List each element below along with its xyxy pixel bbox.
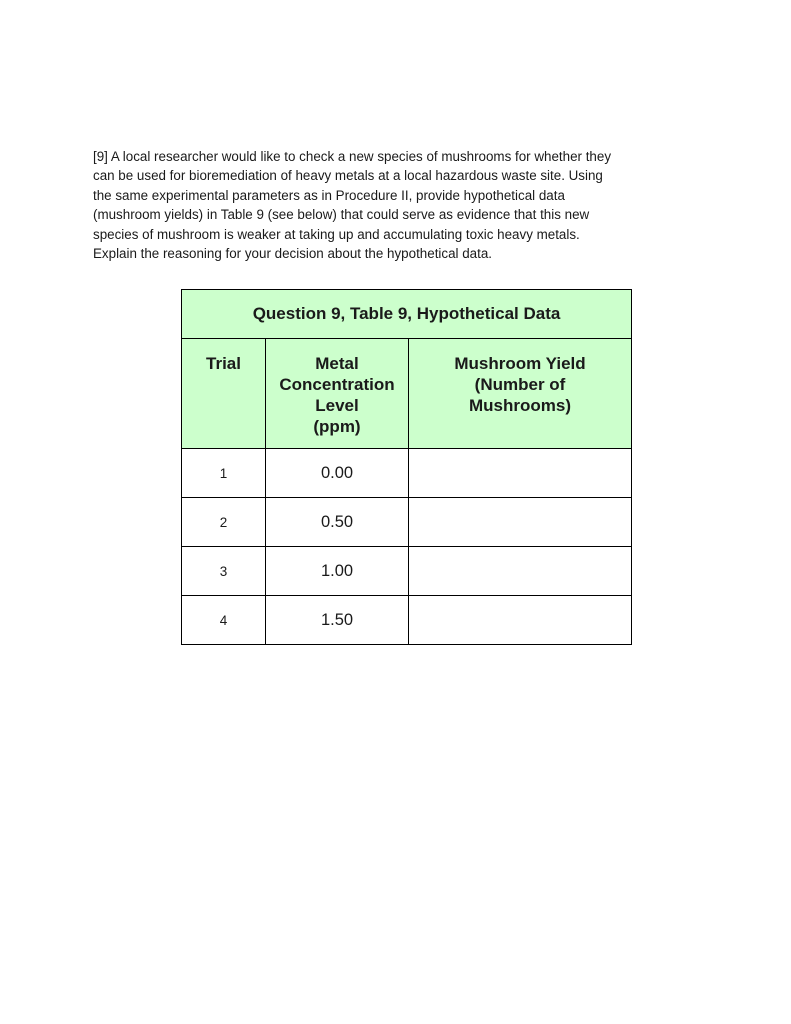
yield-cell[interactable]	[409, 498, 632, 547]
concentration-cell: 0.50	[266, 498, 409, 547]
table-title-row	[182, 290, 632, 339]
table-row	[182, 498, 632, 547]
table-row	[182, 547, 632, 596]
trial-cell: 2	[182, 498, 266, 547]
trial-cell: 1	[182, 449, 266, 498]
column-header-metal-concentration: Metal Concentration Level (ppm)	[266, 339, 409, 449]
question-line: species of mushroom is weaker at taking up and accumulating toxic heavy metals.	[93, 226, 580, 242]
concentration-cell: 0.00	[266, 449, 409, 498]
table-row	[182, 449, 632, 498]
trial-cell: 4	[182, 596, 266, 645]
column-header-trial: Trial	[182, 339, 266, 449]
concentration-cell: 1.00	[266, 547, 409, 596]
question-text	[93, 147, 703, 263]
trial-cell: 3	[182, 547, 266, 596]
yield-cell[interactable]	[409, 547, 632, 596]
question-line: the same experimental parameters as in Procedure II, provide hypothetical data	[93, 187, 565, 203]
question-line: [9] A local researcher would like to check a new species of mushrooms for whether they	[93, 149, 612, 164]
question-line: (mushroom yields) in Table 9 (see below) that could serve as evidence that this new	[93, 207, 590, 223]
question-line: Explain the reasoning for your decision about the hypothetical data.	[93, 246, 493, 262]
table-row	[182, 596, 632, 645]
yield-cell[interactable]	[409, 596, 632, 645]
hypothetical-data-table	[181, 289, 632, 645]
table-title: Question 9, Table 9, Hypothetical Data	[182, 290, 632, 339]
concentration-cell: 1.50	[266, 596, 409, 645]
column-header-mushroom-yield: Mushroom Yield (Number of Mushrooms)	[409, 339, 632, 449]
yield-cell[interactable]	[409, 449, 632, 498]
table-header-row	[182, 339, 632, 449]
question-line: can be used for bioremediation of heavy metals at a local hazardous waste site. Using	[93, 168, 603, 184]
